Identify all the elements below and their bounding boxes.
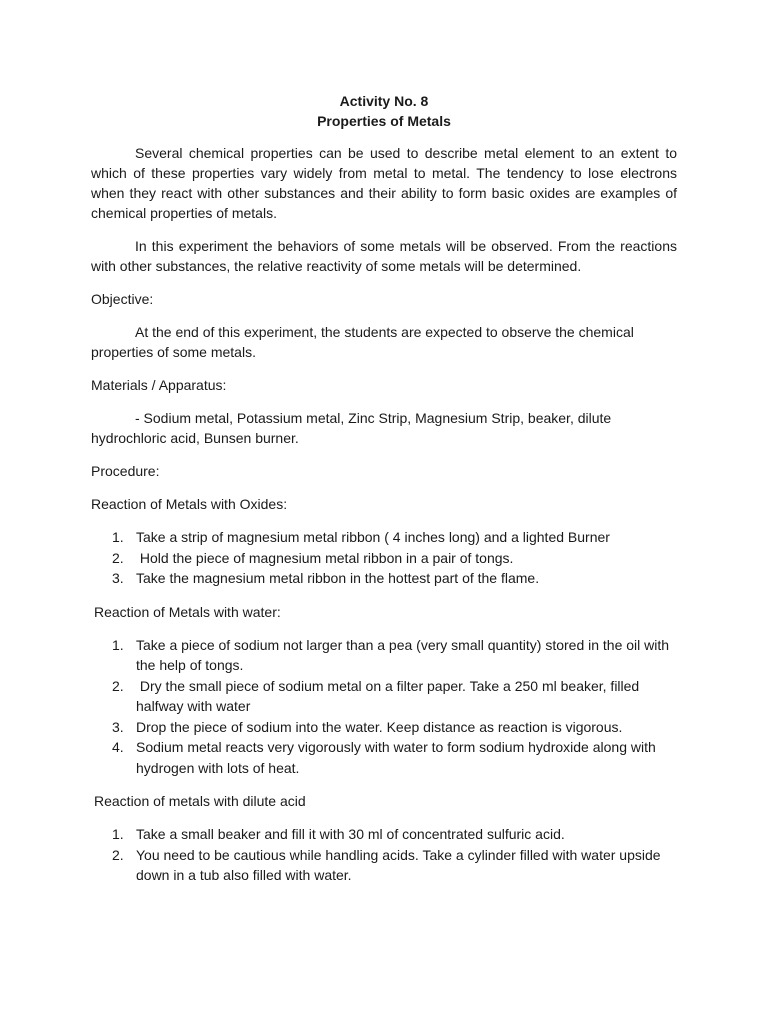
- list-item: [91, 548, 677, 569]
- oxides-steps-list: [91, 527, 677, 589]
- list-item-number: 4.: [112, 739, 124, 755]
- list-item-text: Sodium metal reacts very vigorously with water to form sodium hydroxide along with hydrogen with lots of heat.: [136, 739, 656, 776]
- objective-text: At the end of this experiment, the students are expected to observe the chemical properties of some metals.: [91, 324, 634, 360]
- water-heading: Reaction of Metals with water:: [94, 603, 281, 620]
- list-item-text: You need to be cautious while handling acids. Take a cylinder filled with water upside down in a tub also filled with water.: [136, 846, 661, 883]
- title-block: [91, 91, 677, 131]
- list-item: [91, 568, 677, 589]
- objective-heading: Objective:: [91, 291, 154, 307]
- list-item-number: 2.: [112, 549, 124, 566]
- list-item-text: Drop the piece of sodium into the water. Keep distance as reaction is vigorous.: [136, 718, 623, 735]
- list-item-number: 1.: [112, 636, 124, 653]
- oxides-heading: Reaction of Metals with Oxides:: [91, 496, 288, 512]
- list-item-number: 3.: [112, 718, 124, 735]
- water-steps-list: [91, 635, 677, 779]
- materials-text: - Sodium metal, Potassium metal, Zinc Strip, Magnesium Strip, beaker, dilute hydrochloric acid, Bunsen burner.: [91, 410, 612, 446]
- list-item: [91, 527, 677, 548]
- list-item: [91, 635, 677, 676]
- list-item: [91, 676, 677, 717]
- acid-heading: Reaction of metals with dilute acid: [94, 793, 306, 809]
- list-item: [91, 737, 677, 778]
- list-item-text: Take a small beaker and fill it with 30 ml of concentrated sulfuric acid.: [136, 826, 565, 842]
- list-item-number: 2.: [112, 677, 124, 694]
- list-item: [91, 717, 677, 738]
- list-item: [91, 845, 677, 886]
- list-item-text: Take a strip of magnesium metal ribbon ( 4 inches long) and a lighted Burner: [136, 529, 610, 545]
- list-item-text: Take the magnesium metal ribbon in the hottest part of the flame.: [136, 570, 540, 586]
- document-page: [91, 91, 677, 886]
- list-item-number: 2.: [112, 846, 124, 863]
- list-item-text: Dry the small piece of sodium metal on a filter paper. Take a 250 ml beaker, filled halfway with water: [136, 677, 644, 714]
- list-item-text: Hold the piece of magnesium metal ribbon in a pair of tongs.: [136, 549, 514, 566]
- list-item-number: 3.: [112, 570, 124, 586]
- materials-heading: Materials / Apparatus:: [91, 377, 227, 393]
- intro-paragraph-1: Several chemical properties can be used to describe metal element to an extent to which of these properties vary widely from metal to metal. The tendency to lose electrons when they react with other substances and their ability to form basic oxides are examples of chemical properties of metals.: [91, 145, 677, 221]
- activity-number: Activity No. 8: [339, 93, 429, 109]
- acid-steps-list: [91, 824, 677, 886]
- document-title: Properties of Metals: [317, 113, 451, 129]
- list-item-text: Take a piece of sodium not larger than a pea (very small quantity) stored in the oil with the help of tongs.: [136, 636, 670, 673]
- procedure-heading: Procedure:: [91, 463, 160, 479]
- list-item: [91, 824, 677, 845]
- list-item-number: 1.: [112, 826, 124, 842]
- intro-paragraph-2: In this experiment the behaviors of some metals will be observed. From the reactions with other substances, the relative reactivity of some metals will be determined.: [91, 238, 677, 274]
- list-item-number: 1.: [112, 529, 124, 545]
